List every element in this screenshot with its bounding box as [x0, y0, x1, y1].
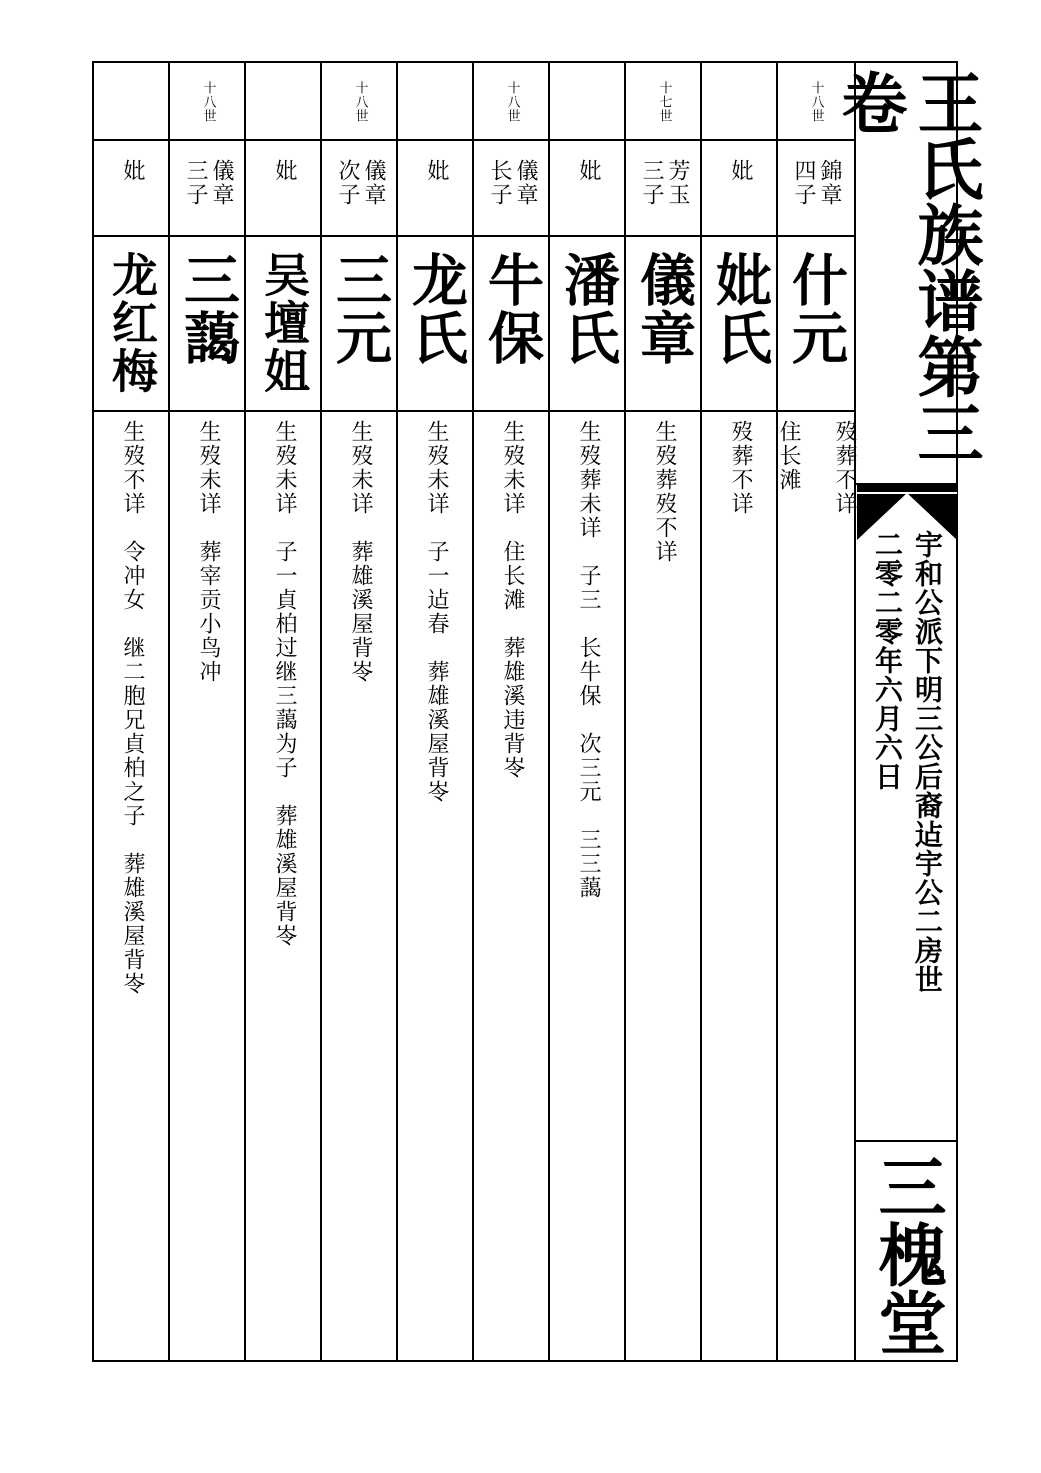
- relation-label: 儀章 次子: [335, 159, 386, 207]
- person-name: 什元: [783, 251, 849, 367]
- generation-label: 十八世: [352, 81, 368, 123]
- book-title: [830, 63, 984, 483]
- relation-label: 妣: [728, 159, 753, 183]
- person-description: 生歿未详 葬雄溪屋背岺: [348, 420, 373, 684]
- person-name: 龙氏: [403, 251, 469, 367]
- person-name: 三元: [327, 251, 393, 367]
- person-name: 潘氏: [555, 251, 621, 367]
- relation-label: 妣: [576, 159, 601, 183]
- person-name: 吴壇姐: [257, 251, 311, 395]
- person-description: 生歿未详 子一貞柏过继三藹为子 葬雄溪屋背岺: [272, 420, 297, 948]
- generation-label: 十八世: [200, 81, 216, 123]
- person-name: 三藹: [175, 251, 241, 367]
- person-name: 儀章: [631, 251, 697, 367]
- person-description: 生歿未详 子一迠春 葬雄溪屋背岺: [424, 420, 449, 804]
- lineage-subtitle: [857, 530, 957, 1130]
- hall-name: [857, 1142, 957, 1360]
- person-name: 妣氏: [707, 251, 773, 367]
- generation-label: 十八世: [504, 81, 520, 123]
- relation-label: 錦章 四子: [791, 159, 842, 207]
- relation-label: 妣: [424, 159, 449, 183]
- relation-label: 芳玉 三子: [639, 159, 690, 207]
- relation-label: 儀章 长子: [487, 159, 538, 207]
- person-description: 歿葬不详: [728, 420, 753, 516]
- hall-name-text: 三槐堂: [867, 1152, 947, 1356]
- relation-label: 儀章 三子: [183, 159, 234, 207]
- person-description: 生歿未详 葬宰贡小鸟冲: [196, 420, 221, 684]
- relation-label: 妣: [272, 159, 297, 183]
- person-description: 生歿葬歿不详: [652, 420, 677, 564]
- lineage-subtitle-text: 宇和公派下明三公后裔迠宇公二房世 二零二零年六月六日: [871, 530, 944, 994]
- book-title-text: 王氏族谱第三卷: [830, 69, 984, 465]
- person-description: 生歿不详 令冲女 继二胞兄貞柏之子 葬雄溪屋背岺: [120, 420, 145, 996]
- generation-label: 十八世: [808, 81, 824, 123]
- person-description: 生歿葬未详 子三 长牛保 次三元 三三藹: [576, 420, 601, 900]
- person-name: 牛保: [479, 251, 545, 367]
- person-name: 龙红梅: [105, 251, 159, 395]
- person-description: 生歿未详 住长滩 葬雄溪违背岺: [500, 420, 525, 780]
- person-description: 歿葬不详 住长滩: [776, 420, 857, 516]
- relation-label: 妣: [120, 159, 145, 183]
- generation-label: 十七世: [656, 81, 672, 123]
